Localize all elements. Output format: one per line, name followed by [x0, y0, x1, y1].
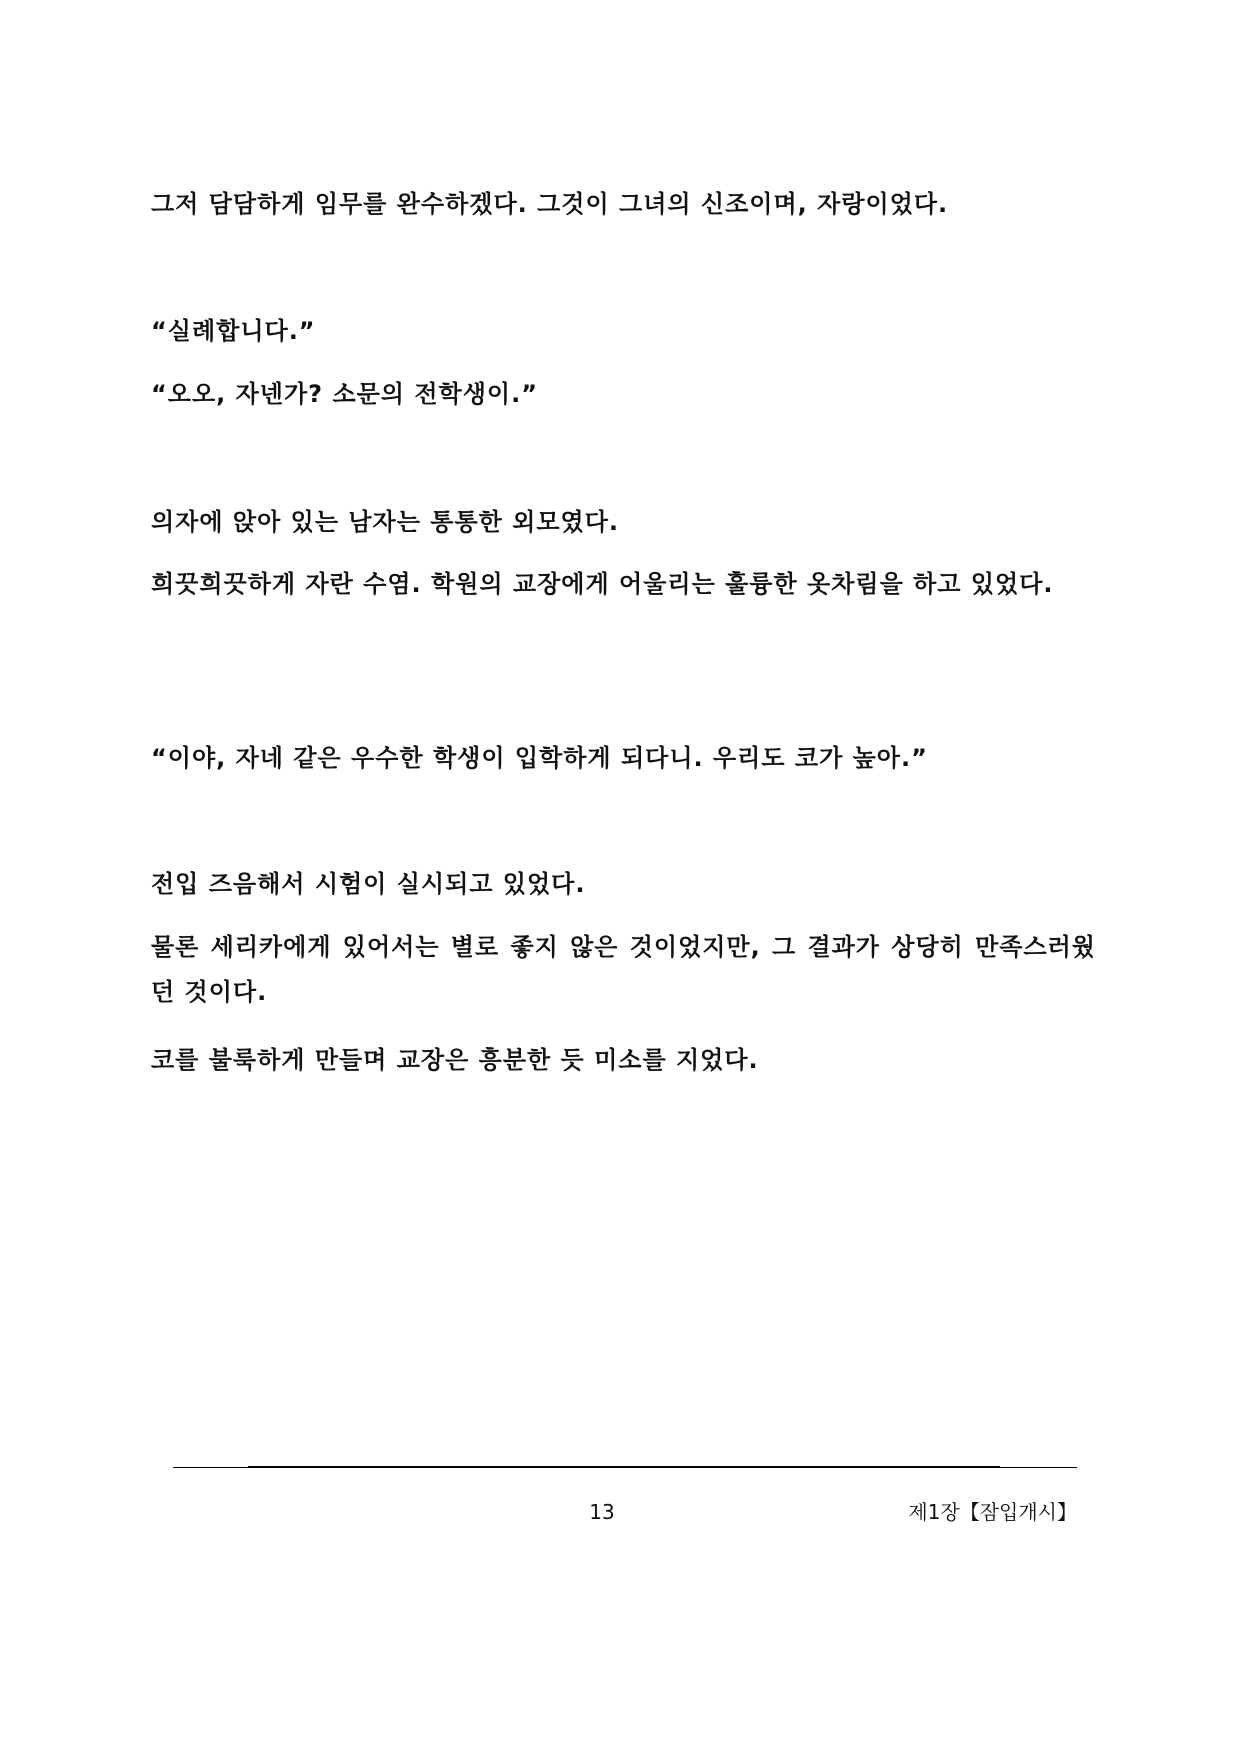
- dialogue-line: “이야, 자네 같은 우수한 학생이 입학하게 되다니. 우리도 코가 높아.”: [151, 744, 928, 772]
- paragraph: 코를 불룩하게 만들며 교장은 흥분한 듯 미소를 지었다.: [151, 1046, 759, 1074]
- chapter-title: 제1장【잠입개시】: [908, 1500, 1077, 1524]
- dialogue-line: “실례합니다.”: [151, 317, 316, 345]
- paragraph: 그저 담담하게 임무를 완수하겠다. 그것이 그녀의 신조이며, 자랑이었다.: [151, 190, 949, 218]
- paragraph: 전입 즈음해서 시험이 실시되고 있었다.: [151, 870, 586, 898]
- paragraph: 희끗희끗하게 자란 수염. 학원의 교장에게 어울리는 훌륭한 옷차림을 하고 있었다.: [151, 570, 1054, 598]
- paragraph: 의자에 앉아 있는 남자는 통통한 외모였다.: [151, 508, 620, 536]
- dialogue-line: “오오, 자넨가? 소문의 전학생이.”: [151, 380, 538, 408]
- page-number: 13: [589, 1500, 615, 1524]
- paragraph: 물론 세리카에게 있어서는 별로 좋지 않은 것이었지만, 그 결과가 상당히 만족스러웠던 것이다.: [151, 933, 1096, 1006]
- footer-rule-accent: [248, 1466, 1000, 1468]
